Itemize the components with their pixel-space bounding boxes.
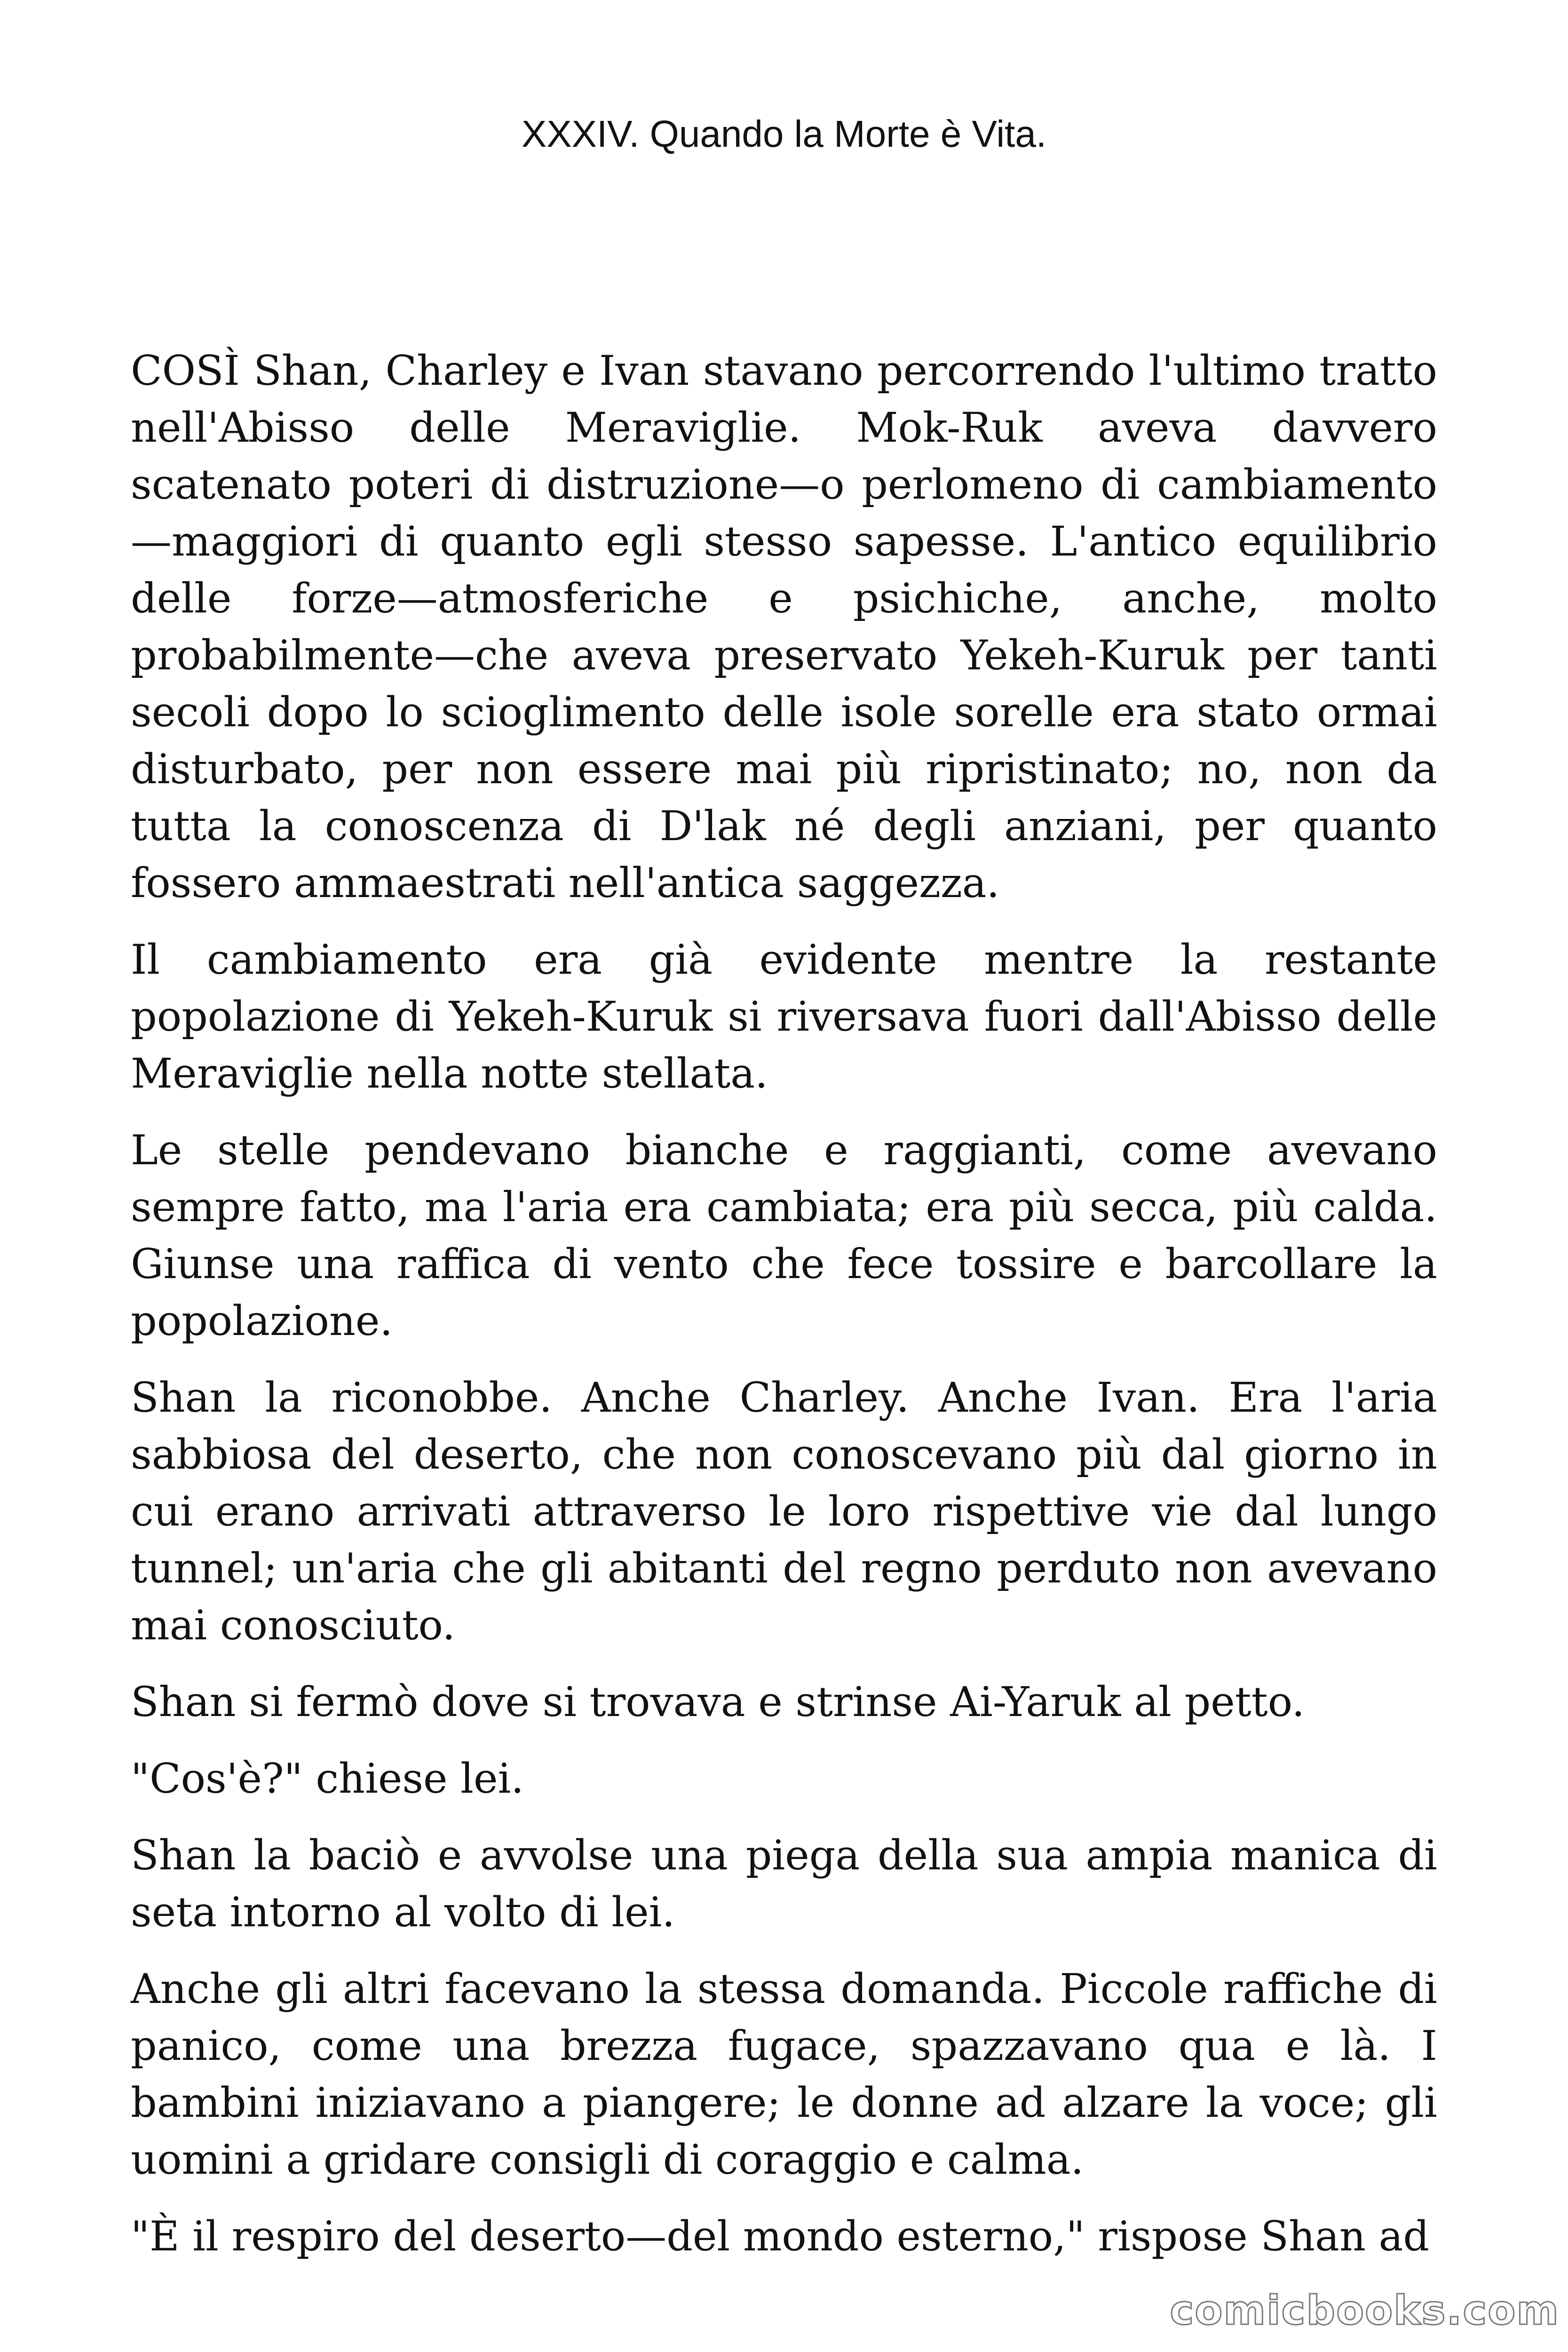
paragraph: Anche gli altri facevano la stessa domanda. Piccole raffiche di panico, come una brezza fugace, spazzavano qua e là. I bambini iniziavano a piangere; le donne ad alzare la voce; gli uomini a gridare consigli di coraggio e calma. [131,1965,1437,2184]
paragraph: Shan la riconobbe. Anche Charley. Anche Ivan. Era l'aria sabbiosa del deserto, che non conoscevano più dal giorno in cui erano arrivati attraverso le loro rispettive vie dal lungo tunnel; un'aria che gli abitanti del regno perduto non avevano mai conosciuto. [131,1374,1437,1649]
paragraph: Shan si fermò dove si trovava e strinse Ai-Yaruk al petto. [131,1678,1305,1726]
chapter-title: XXXIV. Quando la Morte è Vita. [521,113,1047,155]
watermark: comicbooks.com [1170,2287,1560,2334]
chapter-text [131,342,1437,2285]
paragraph: Il cambiamento era già evidente mentre la restante popolazione di Yekeh-Kuruk si riversava fuori dall'Abisso delle Meraviglie nella notte stellata. [131,936,1437,1097]
paragraph: "È il respiro del deserto—del mondo esterno," rispose Shan ad [131,2212,1430,2260]
paragraph: Le stelle pendevano bianche e raggianti, come avevano sempre fatto, ma l'aria era cambiata; era più secca, più calda. Giunse una raffica di vento che fece tossire e barcollare la popolazione. [131,1126,1437,1345]
paragraph: "Cos'è?" chiese lei. [131,1755,524,1803]
paragraph: Shan la baciò e avvolse una piega della sua ampia manica di seta intorno al volto di lei. [131,1831,1437,1936]
paragraph: COSÌ Shan, Charley e Ivan stavano percorrendo l'ultimo tratto nell'Abisso delle Meraviglie. Mok-Ruk aveva davvero scatenato poteri di distruzione—o perlomeno di cambiamento—maggiori di quanto egli stesso sapesse. L'antico equilibrio delle forze—atmosferiche e psichiche, anche, molto probabilmente—che aveva preservato Yekeh-Kuruk per tanti secoli dopo lo scioglimento delle isole sorelle era stato ormai disturbato, per non essere mai più ripristinato; no, non da tutta la conoscenza di D'lak né degli anziani, per quanto fossero ammaestrati nell'antica saggezza. [131,347,1437,907]
